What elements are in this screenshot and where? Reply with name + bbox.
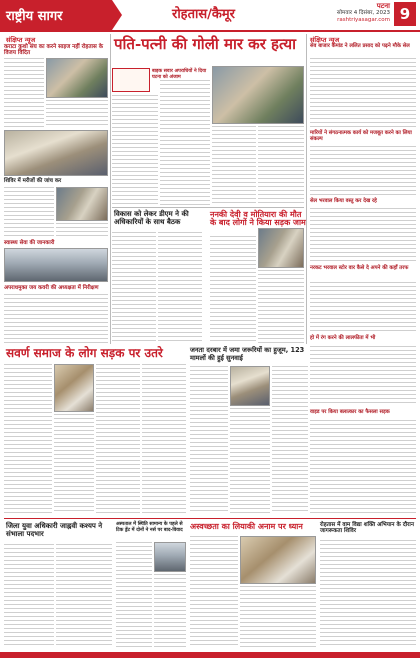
janta-text-col-2	[230, 408, 270, 514]
sawarn-photo	[54, 364, 94, 412]
bottom-photo-2	[154, 542, 186, 572]
vikas-text-col-1	[112, 232, 156, 344]
right-article-6-text	[310, 420, 416, 514]
left-photo-1	[46, 58, 108, 98]
bottom-text-3a	[190, 536, 238, 648]
bottom-text-4	[320, 540, 416, 648]
sawarn-text-col-2	[54, 414, 94, 514]
left-column-label: संक्षिप्त न्यूज	[6, 36, 36, 44]
left-article-1-text-b	[46, 100, 108, 128]
sawarn-text-col-1	[4, 364, 52, 514]
column-divider-1	[110, 34, 111, 344]
edition-date: सोमवार 4 दिसंबर, 2023	[336, 10, 390, 16]
brand-flag-shape	[112, 0, 122, 30]
bottom-photo-3	[240, 536, 316, 584]
right-head-3: सेल भरवाल किया वस्तु कर देख रहे	[310, 198, 377, 204]
right-article-3-text	[310, 208, 416, 263]
left-head-2: शिविर में मरीजों की जांच कर	[4, 178, 62, 184]
right-article-5-text	[310, 346, 416, 406]
brand-name: राष्ट्रीय सागर	[6, 9, 63, 24]
right-column-label: संक्षिप्त न्यूज	[310, 36, 340, 44]
left-head-3: स्वास्थ्य सेवा की जानकारी	[4, 240, 55, 246]
janta-text-col-1	[190, 366, 228, 514]
main-text-col-3	[212, 126, 256, 205]
right-head-6: वाइड पर किया बलात्कार का फैसला सड़क	[310, 409, 390, 415]
bottom-text-2a	[116, 542, 152, 648]
left-head-4: अपराधमुक्त जय कवरी की अध्यक्षता में निरीक्षण	[4, 285, 99, 291]
page-number: 9	[394, 2, 416, 26]
bottom-text-2b	[154, 574, 186, 648]
janta-photo	[230, 366, 270, 406]
right-head-5: हो में रंग करने की लालफीता में भी	[310, 335, 376, 341]
small-ad-box	[112, 68, 150, 92]
bottom-text-3b	[240, 586, 316, 648]
edition-city: पटना	[376, 2, 390, 10]
left-photo-4	[4, 248, 108, 282]
nanki-text-col-1	[210, 236, 256, 344]
bottom-head-4: रोहतास में वाम विद्या शक्ति अभियान के दौरान जागरूकता शिविर	[320, 522, 414, 535]
main-text-col-1	[112, 95, 158, 205]
janta-text-col-3	[272, 366, 308, 514]
edition-info	[337, 3, 390, 24]
masthead	[0, 0, 420, 30]
bottom-head-1: जिला युवा अधिकारी जाह्नवी कश्यप ने संभाला पदभार	[6, 522, 103, 539]
main-photo-victims	[212, 66, 304, 124]
brand-logo	[0, 0, 112, 30]
bottom-divider	[4, 518, 416, 519]
right-head-2: मारियों ने संगठनात्मक कार्य को मजबूत करने का लिया संकल्प	[310, 130, 412, 142]
left-article-1-text	[4, 58, 44, 128]
nanki-headline: ननकी देवी व मोतियारा की मौत के बाद लोगों ने किया सड़क जाम	[210, 209, 306, 228]
right-head-1: सेव बाजार कमांड ने ललित प्रसाद को पढ़ने मौके सेल	[310, 43, 410, 49]
left-head-1: कराटा कुशो संघ का करने साइज नहीं रोहतास के विजय विदित	[4, 44, 104, 57]
right-article-4-text	[310, 282, 416, 332]
main-text-col-4	[258, 126, 304, 205]
left-article-2-text	[4, 187, 54, 237]
left-article-4-text	[4, 294, 108, 344]
column-divider-2	[306, 34, 307, 344]
sawarn-samaj-headline: सवर्ण समाज के लोग सड़क पर उतरे	[6, 346, 163, 360]
left-article-2-text-b	[56, 223, 108, 237]
main-divider	[112, 207, 304, 208]
sawarn-text-col-4	[142, 364, 186, 514]
main-subhead: बाइक सवार अपराधियों ने दिया घटना को अंजाम	[152, 69, 207, 80]
right-article-1-text	[310, 58, 416, 128]
section-title: रोहतास/कैमूर	[172, 7, 235, 22]
nanki-photo	[258, 228, 304, 268]
website[interactable]: rashtriyasagar.com	[337, 17, 390, 23]
left-photo-3	[56, 187, 108, 221]
bottom-text-1b	[56, 544, 112, 648]
right-article-2-text	[310, 146, 416, 196]
sawarn-text-col-3	[96, 364, 140, 514]
vikas-text-col-2	[158, 232, 202, 344]
bottom-head-3: अस्वच्छता का लियाकी अनाम पर ध्यान	[190, 521, 303, 531]
janta-darbar-headline: जनता दरबार में जमा जरूरियों का हुजूम, 123 मामलों की हुई सुनवाई	[190, 346, 305, 362]
right-head-4: नरकट भरवाल स्टोर वार कैसे दे अपने की कहाँ तरफ	[310, 265, 409, 271]
footer-rule	[0, 652, 420, 658]
bottom-head-2: अस्पताल में स्थिति सामान्य के पहले से टिक ड्रेंट में दोनों ने नर्स पर बाद-विवाद	[116, 522, 183, 533]
bottom-text-1a	[4, 544, 54, 648]
nanki-text-col-2	[258, 270, 304, 344]
main-headline: पति-पत्नी की गोली मार कर हत्या	[114, 35, 296, 53]
masthead-rule	[0, 30, 420, 32]
main-text-col-2	[160, 80, 210, 205]
left-photo-2	[4, 130, 108, 176]
vikas-headline: विकास को लेकर डीएम ने की अधिकारियों के साथ बैठक	[114, 210, 189, 227]
